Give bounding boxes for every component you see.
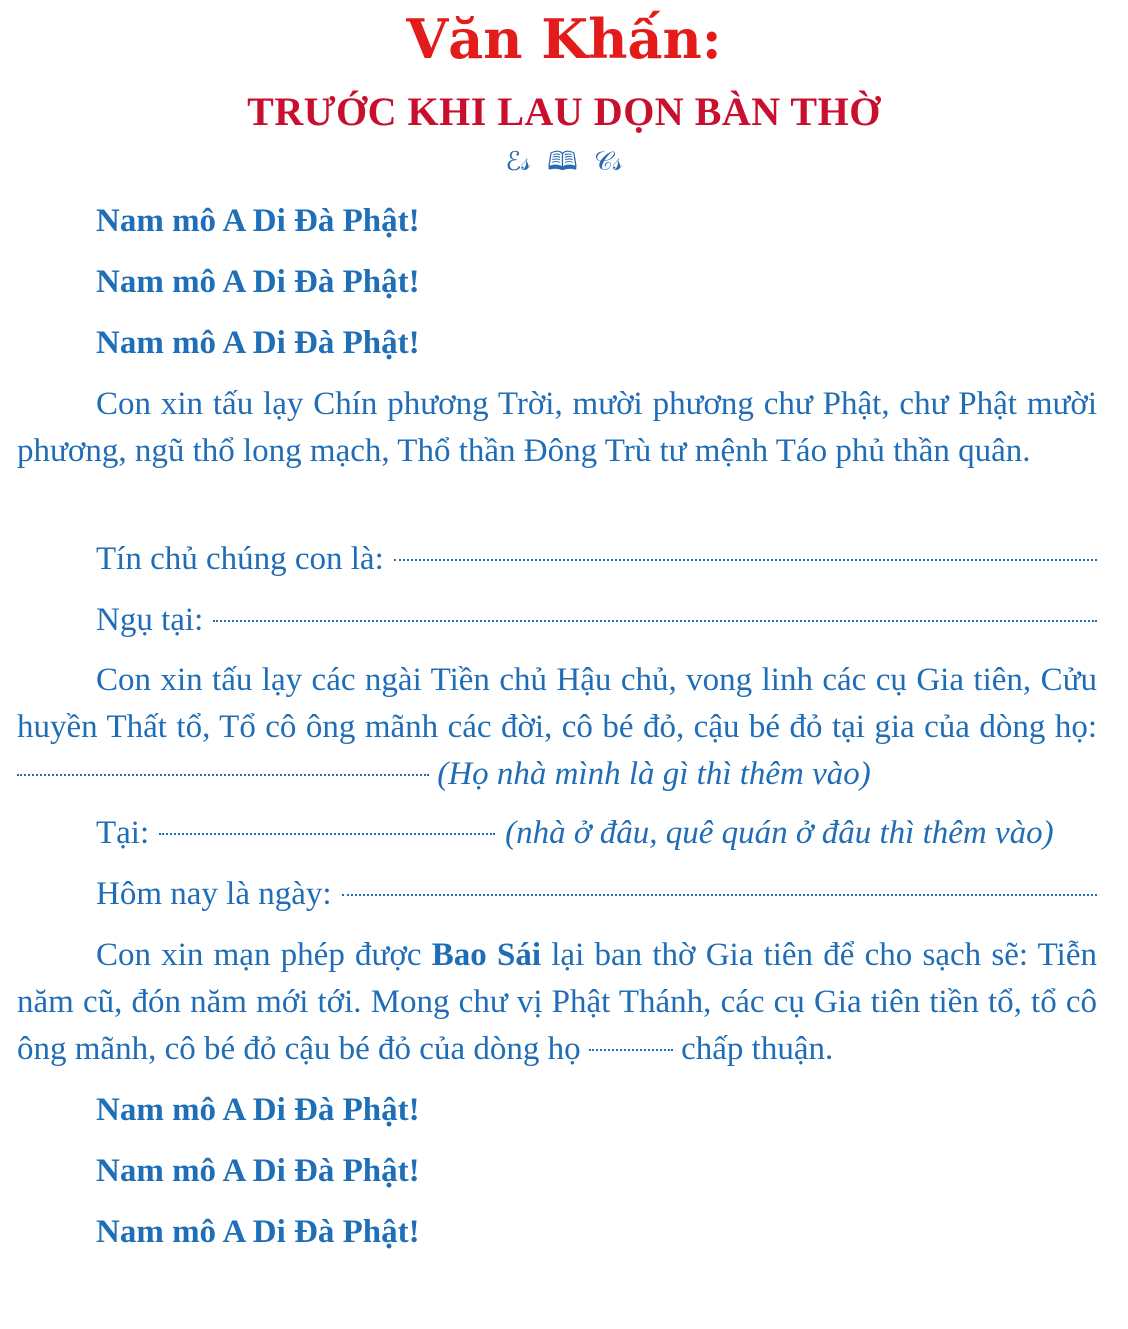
opening-prayer-1: Nam mô A Di Đà Phật! xyxy=(96,203,420,239)
date-label: Hôm nay là ngày: xyxy=(96,876,332,912)
date-blank xyxy=(342,893,1097,896)
page-title: Văn Khấn: xyxy=(406,7,722,71)
family-name-note: (Họ nhà mình là gì thì thêm vào) xyxy=(437,756,871,792)
closing-prayer-1: Nam mô A Di Đà Phật! xyxy=(96,1092,420,1128)
believer-name-blank xyxy=(394,558,1097,561)
believer-name-label: Tín chủ chúng con là: xyxy=(96,541,384,577)
closing-prayer-2: Nam mô A Di Đà Phật! xyxy=(96,1153,420,1189)
date-field xyxy=(96,871,1097,918)
location-blank xyxy=(159,832,495,835)
residence-blank xyxy=(213,619,1097,622)
book-ornament-icon xyxy=(0,144,1128,180)
opening-prayer-3: Nam mô A Di Đà Phật! xyxy=(96,325,420,361)
location-label: Tại: xyxy=(96,815,150,851)
residence-field xyxy=(96,597,1097,644)
opening-prayer-2: Nam mô A Di Đà Phật! xyxy=(96,264,420,300)
ancestors-paragraph xyxy=(17,657,1097,798)
cleaning-text-end: chấp thuận. xyxy=(681,1031,834,1067)
family-name-blank xyxy=(17,773,429,776)
location-field xyxy=(96,810,1097,857)
believer-name-field xyxy=(96,536,1097,583)
ancestors-text: Con xin tấu lạy các ngài Tiền chủ Hậu chủ, vong linh các cụ Gia tiên, Cửu huyền Thất tổ, Tổ cô ông mãnh các đời, cô bé đỏ, cậu bé đỏ tại gia của dòng họ: xyxy=(17,662,1097,745)
cleaning-request-paragraph xyxy=(17,932,1097,1073)
lineage-blank xyxy=(589,1048,673,1051)
location-note: (nhà ở đâu, quê quán ở đâu thì thêm vào) xyxy=(505,815,1054,851)
invocation-paragraph: Con xin tấu lạy Chín phương Trời, mười phương chư Phật, chư Phật mười phương, ngũ thổ long mạch, Thổ thần Đông Trù tư mệnh Táo phủ thần quân. xyxy=(17,386,1097,469)
flourish-left-icon: ℰ𝓈 xyxy=(505,147,531,177)
residence-label: Ngụ tại: xyxy=(96,602,204,638)
cleaning-text-a: Con xin mạn phép được xyxy=(96,937,432,973)
book-icon: 🕮 xyxy=(547,147,578,177)
flourish-right-icon: 𝒞𝓈 xyxy=(593,147,623,177)
page-subtitle: TRƯỚC KHI LAU DỌN BÀN THỜ xyxy=(247,89,881,134)
cleaning-term: Bao Sái xyxy=(431,937,542,973)
cleaning-text-b: lại ban thờ Gia tiên để cho sạch sẽ: Tiễn năm cũ, đón năm mới tới. Mong chư vị Phật Thánh, các cụ Gia tiên tiền tổ, tổ cô ông mãnh, cô bé đỏ cậu bé đỏ của dòng họ xyxy=(17,937,1097,1067)
closing-prayer-3: Nam mô A Di Đà Phật! xyxy=(96,1214,420,1250)
